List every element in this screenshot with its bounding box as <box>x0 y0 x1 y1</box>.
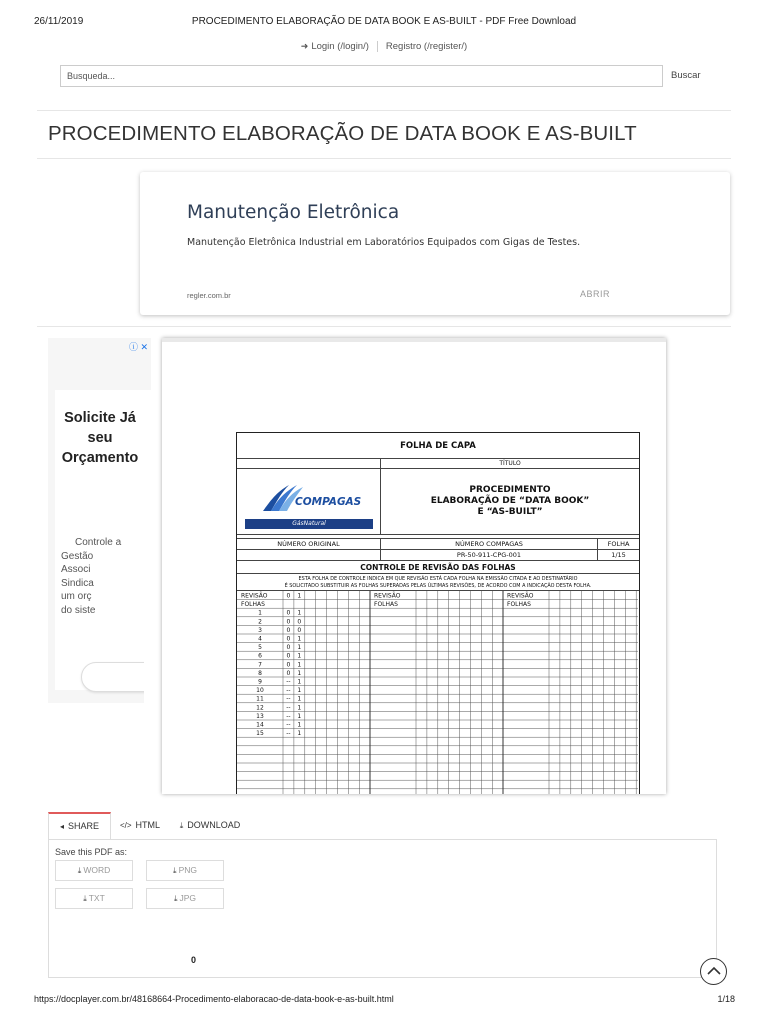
save-as-label: Save this PDF as: <box>55 847 128 857</box>
sheet-number: 2 <box>258 618 262 626</box>
form-number-values <box>237 550 639 561</box>
ad-card[interactable] <box>140 172 730 315</box>
revision-value: -- <box>286 695 291 703</box>
revision-value: -- <box>286 712 291 720</box>
search-button[interactable]: Buscar <box>671 65 701 87</box>
revision-value: -- <box>286 687 291 695</box>
save-png-button[interactable]: ⤓ PNG <box>146 860 224 881</box>
sheet-number: 9 <box>258 678 262 686</box>
controle-title: CONTROLE DE REVISÃO DAS FOLHAS <box>237 561 639 574</box>
sheet-number: 15 <box>256 730 264 738</box>
revisao-label: REVISÃO <box>507 592 534 600</box>
revision-value: -- <box>286 704 291 712</box>
divider <box>37 158 731 159</box>
register-link[interactable]: Registro (/register/) <box>385 41 468 53</box>
ad-open-button[interactable]: ABRIR <box>580 289 611 299</box>
revision-value: 1 <box>297 635 302 643</box>
revision-value: 1 <box>297 695 302 703</box>
sheet-number: 14 <box>256 721 264 729</box>
download-icon: ⤓ <box>179 821 184 830</box>
revision-value: 1 <box>297 652 302 660</box>
form-heading: FOLHA DE CAPA <box>237 433 639 459</box>
print-date: 26/11/2019 <box>34 16 84 27</box>
login-link[interactable]: Login (/login/) <box>311 41 369 53</box>
folhas-label: FOLHAS <box>374 601 398 609</box>
revision-value: 0 <box>286 661 291 669</box>
form-logo-row <box>237 469 639 535</box>
revision-value: 1 <box>297 678 302 686</box>
tab-share[interactable]: ◂ SHARE <box>48 812 111 839</box>
search-input[interactable] <box>60 65 663 87</box>
print-header <box>0 16 768 30</box>
form-title-label-row <box>237 459 639 469</box>
sheet-number: 13 <box>256 712 264 720</box>
pdf-viewer[interactable] <box>162 338 666 794</box>
side-ad[interactable] <box>48 338 151 703</box>
search-bar <box>60 65 720 87</box>
form-number-labels <box>237 539 639 550</box>
share-counter: 0 <box>191 955 197 965</box>
revision-value: 1 <box>297 644 302 652</box>
revision-value: 1 <box>297 712 302 720</box>
revisao-label: REVISÃO <box>241 592 268 600</box>
sheet-number: 10 <box>256 687 264 695</box>
revision-value: 0 <box>286 652 291 660</box>
revision-value: 1 <box>297 687 302 695</box>
revision-value: 1 <box>297 730 302 738</box>
ad-choices-icon[interactable]: ⓘ ✕ <box>128 342 148 352</box>
folha-label: FOLHA <box>597 539 639 550</box>
auth-links <box>0 41 768 52</box>
procedure-title: PROCEDIMENTO ELABORAÇÃO DE “DATA BOOK” E “AS-BUILT” <box>380 469 639 534</box>
revision-value: 0 <box>286 669 291 677</box>
sheet-number: 7 <box>258 661 262 669</box>
revision-value: 1 <box>297 721 302 729</box>
divider <box>37 326 731 327</box>
share-panel-body <box>48 839 717 978</box>
revision-grid-svg <box>237 591 638 794</box>
side-ad-body: Controle a Gestão Associ Sindica um orç do siste <box>61 537 122 616</box>
revision-header-value: 1 <box>297 592 302 600</box>
login-icon: ➜ <box>300 41 309 52</box>
revision-value: 0 <box>286 626 291 634</box>
revision-value: 0 <box>286 644 291 652</box>
side-ad-headline: Solicite Já seu Orçamento <box>61 410 139 466</box>
sheet-number: 5 <box>258 644 262 652</box>
folhas-label: FOLHAS <box>241 601 265 609</box>
revision-value: 0 <box>297 618 302 626</box>
revision-value: -- <box>286 730 291 738</box>
revision-value: 0 <box>286 609 291 617</box>
sheet-number: 6 <box>258 652 262 660</box>
chevron-up-icon <box>707 966 721 976</box>
share-icon: ◂ <box>59 822 64 831</box>
code-icon: </> <box>119 821 132 830</box>
revisao-label: REVISÃO <box>374 592 401 600</box>
download-icon: ⤓ <box>173 894 178 903</box>
sheet-number: 12 <box>256 704 264 712</box>
revision-value: 0 <box>297 626 302 634</box>
ad-description: Manutenção Eletrônica Industrial em Laboratórios Equipados com Gigas de Testes. <box>187 237 581 248</box>
sheet-number: 11 <box>256 695 264 703</box>
sheet-number: 8 <box>258 669 262 677</box>
side-ad-mask <box>144 550 151 703</box>
revision-value: -- <box>286 678 291 686</box>
compagas-logo <box>245 477 373 529</box>
ad-title[interactable]: Manutenção Eletrônica <box>187 202 400 223</box>
ad-url[interactable]: regler.com.br <box>187 291 231 300</box>
logo-brand: COMPAGAS <box>295 496 362 508</box>
folha-value: 1/15 <box>597 550 639 561</box>
logo-sub: GásNatural <box>245 519 373 529</box>
share-panel <box>48 812 717 978</box>
page-title: PROCEDIMENTO ELABORAÇÃO DE DATA BOOK E AS-BUILT <box>48 122 637 145</box>
pdf-viewer-bar <box>162 338 666 342</box>
save-txt-button[interactable]: ⤓ TXT <box>55 888 133 909</box>
download-icon: ⤓ <box>77 866 82 875</box>
revision-value: 1 <box>297 609 302 617</box>
print-page-number: 1/18 <box>717 994 735 1004</box>
revision-value: 0 <box>286 618 291 626</box>
revision-grid <box>237 591 639 794</box>
revision-header-value: 0 <box>286 592 291 600</box>
titulo-label: TÍTULO <box>380 459 639 469</box>
revision-value: 1 <box>297 661 302 669</box>
numero-compagas-label: NÚMERO COMPAGAS <box>380 539 597 550</box>
revision-value: -- <box>286 721 291 729</box>
sheet-number: 4 <box>258 635 262 643</box>
pdf-form <box>236 432 640 794</box>
folhas-label: FOLHAS <box>507 601 531 609</box>
download-icon: ⤓ <box>173 866 177 875</box>
save-jpg-button[interactable]: ⤓ JPG <box>146 888 224 909</box>
side-ad-button[interactable] <box>81 662 151 692</box>
numero-original-label: NÚMERO ORIGINAL <box>277 540 340 548</box>
sheet-number: 3 <box>258 626 262 634</box>
revision-value: 1 <box>297 704 302 712</box>
revision-value: 1 <box>297 669 302 677</box>
auth-divider <box>377 41 378 52</box>
print-url: https://docplayer.com.br/48168664-Procedimento-elaboracao-de-data-book-e-as-built.html <box>34 994 394 1004</box>
download-icon: ⤓ <box>83 894 87 903</box>
scroll-to-top-button[interactable] <box>700 958 727 985</box>
side-ad-content[interactable] <box>55 390 151 690</box>
tab-html[interactable]: </> HTML <box>119 820 161 830</box>
numero-compagas-value: PR-50-911-CPG-001 <box>380 550 597 561</box>
sheet-number: 1 <box>258 609 262 617</box>
revision-value: 0 <box>286 635 291 643</box>
print-title: PROCEDIMENTO ELABORAÇÃO DE DATA BOOK E AS-BUILT - PDF Free Download <box>191 16 577 27</box>
divider <box>37 110 731 111</box>
tab-download[interactable]: ⤓ DOWNLOAD <box>179 820 241 830</box>
controle-note: ESTA FOLHA DE CONTROLE INDICA EM QUE REVISÃO ESTÁ CADA FOLHA NA EMISSÃO CITADA E AO DESTINATÁRIO É SOLICITADO SUBSTITUIR AS FOLHAS SUPERADAS PELAS ÚLTIMAS REVISÕES, DE ACORDO COM A INDICAÇÃO DESTA FOLHA. <box>237 574 639 591</box>
save-word-button[interactable]: ⤓ WORD <box>55 860 133 881</box>
